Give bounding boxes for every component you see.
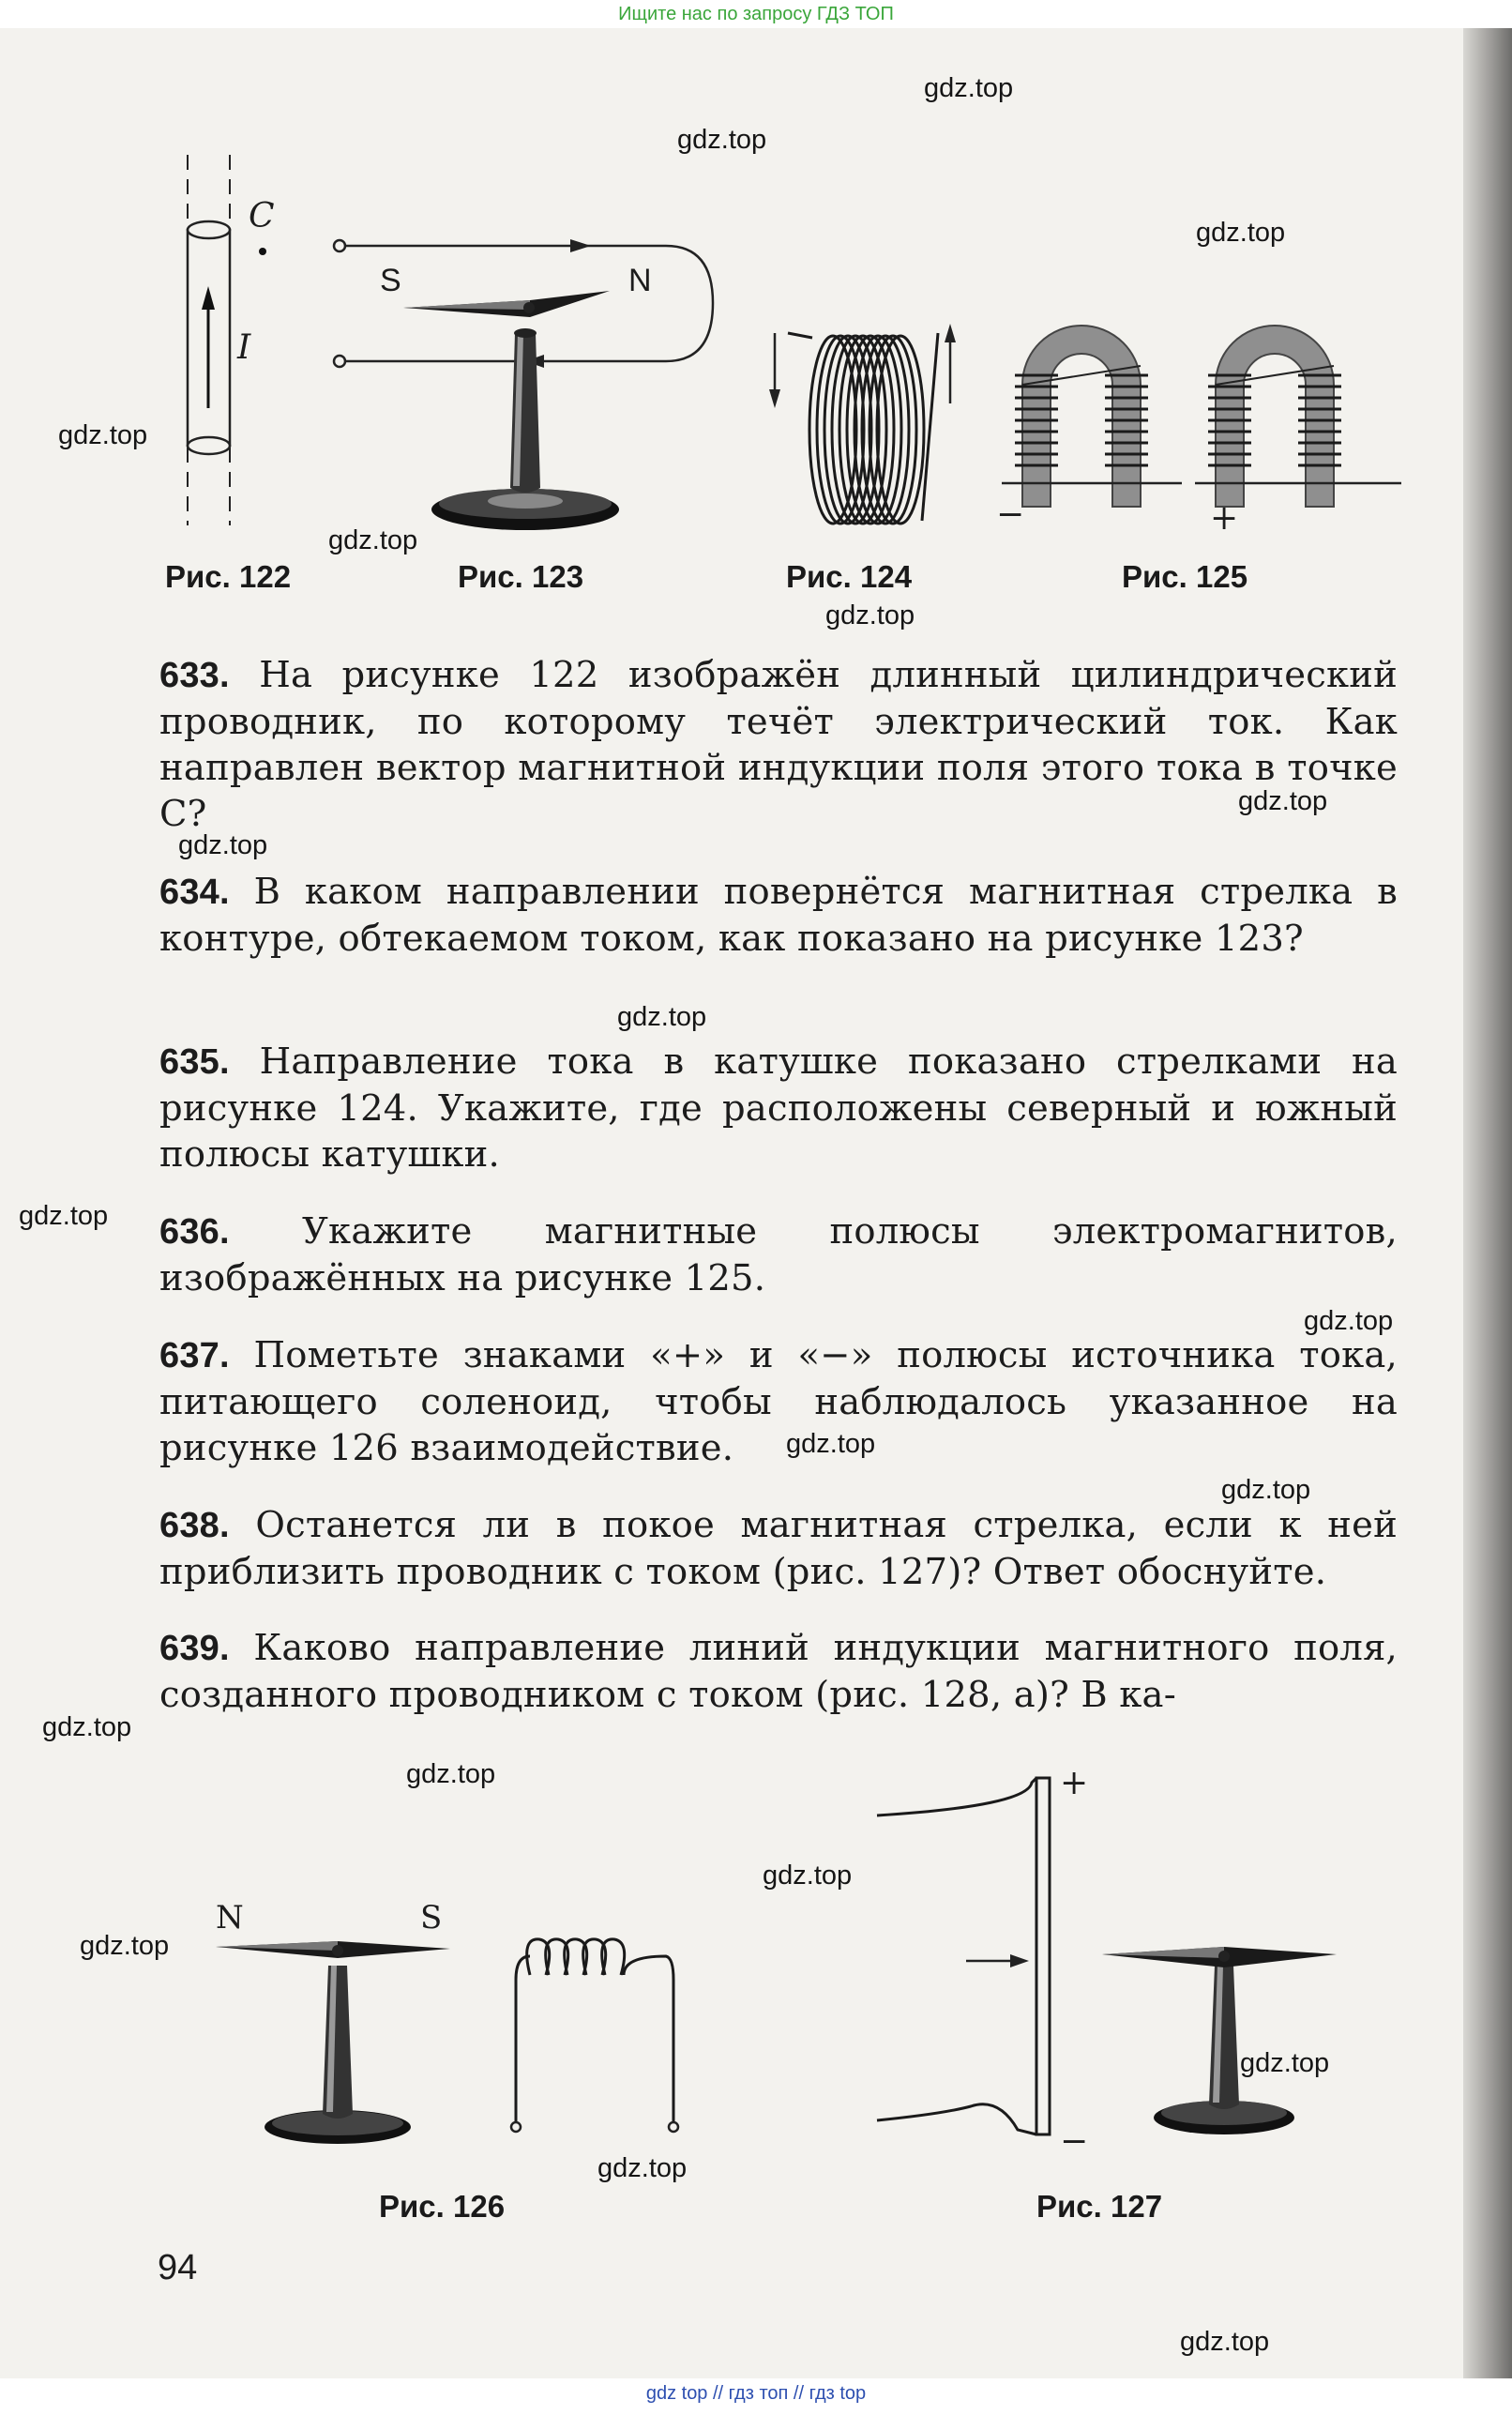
fig-124-caption: Рис. 124 (786, 559, 913, 594)
problem-634-text: В каком направлении повернётся магнитная стрелка в контуре, обтекаемом током, как показано на рисунке 123? (159, 871, 1398, 960)
figure-126 (206, 1909, 694, 2153)
page-number: 94 (158, 2248, 198, 2287)
watermark: gdz.top (1180, 2327, 1270, 2357)
problem-637-text: Пометьте знаками «+» и «−» полюсы источника тока, питающего соленоид, чтобы наблюдалось указанное на рисунке 126 взаимодействие. (159, 1334, 1398, 1469)
watermark: gdz.top (1238, 786, 1328, 816)
problem-633 (159, 652, 1398, 837)
page-edge-shadow (1463, 28, 1512, 2378)
watermark: gdz.top (406, 1759, 496, 1789)
watermark: gdz.top (80, 1931, 170, 1961)
watermark: gdz.top (328, 525, 418, 555)
fig-122-caption: Рис. 122 (165, 559, 292, 594)
fig-123-s-label: S (380, 263, 401, 298)
problem-639-number: 639. (159, 1629, 230, 1668)
bottom-banner[interactable]: gdz top // гдз топ // гдз top (645, 2383, 867, 2404)
figure-125 (994, 281, 1407, 525)
watermark: gdz.top (58, 420, 148, 450)
fig-127-caption: Рис. 127 (1036, 2189, 1163, 2224)
problem-636-text: Укажите магнитные полюсы электромагнитов, изображённых на рисунке 125. (159, 1210, 1398, 1299)
watermark: gdz.top (597, 2153, 688, 2183)
point-c-dot (259, 248, 266, 255)
watermark: gdz.top (42, 1712, 132, 1742)
fig-125-minus: − (996, 495, 1025, 534)
problem-639 (159, 1625, 1398, 1718)
point-c-label: C (249, 197, 275, 235)
watermark: gdz.top (1221, 1475, 1311, 1505)
problem-636-number: 636. (159, 1212, 230, 1252)
problem-635-number: 635. (159, 1042, 230, 1082)
watermark: gdz.top (825, 600, 915, 630)
fig-125-caption: Рис. 125 (1122, 559, 1248, 594)
watermark: gdz.top (178, 830, 268, 860)
current-label: I (237, 328, 251, 367)
problem-636 (159, 1208, 1398, 1301)
top-banner[interactable]: Ищите нас по запросу ГДЗ ТОП (618, 4, 894, 24)
watermark: gdz.top (924, 73, 1014, 103)
watermark: gdz.top (19, 1201, 109, 1231)
fig-126-caption: Рис. 126 (379, 2189, 506, 2224)
watermark: gdz.top (617, 1002, 707, 1032)
watermark: gdz.top (763, 1861, 853, 1891)
fig-126-s-label: S (420, 1899, 443, 1937)
problem-639-text: Каково направление линий индукции магнитного поля, созданного проводником с током (рис. 128, а)? В ка- (159, 1627, 1398, 1716)
problem-634 (159, 869, 1398, 962)
problem-635-text: Направление тока в катушке показано стрелками на рисунке 124. Укажите, где расположены северный и южный полюсы катушки. (159, 1040, 1398, 1176)
problem-638 (159, 1502, 1398, 1595)
problem-633-text: На рисунке 122 изображён длинный цилиндрический проводник, по которому течёт электрический ток. Как направлен вектор магнитной индукции поля этого тока в точке C? (159, 654, 1398, 835)
problem-638-number: 638. (159, 1506, 230, 1545)
problem-635 (159, 1039, 1398, 1177)
problem-634-number: 634. (159, 873, 230, 912)
problem-638-text: Останется ли в покое магнитная стрелка, если к ней приблизить проводник с током (рис. 127)? Ответ обоснуйте. (159, 1504, 1398, 1593)
fig-127-minus: − (1060, 2122, 1089, 2161)
problem-637 (159, 1332, 1398, 1471)
problem-633-number: 633. (159, 656, 230, 695)
problem-637-number: 637. (159, 1336, 230, 1375)
watermark: gdz.top (1240, 2048, 1330, 2078)
fig-125-plus: + (1210, 499, 1239, 538)
watermark: gdz.top (786, 1429, 876, 1459)
watermark: gdz.top (677, 125, 767, 155)
watermark: gdz.top (1196, 218, 1286, 248)
fig-123-n-label: N (628, 263, 652, 298)
figure-127 (868, 1769, 1355, 2153)
fig-127-plus: + (1060, 1764, 1089, 1802)
watermark: gdz.top (1304, 1306, 1394, 1336)
fig-126-n-label: N (216, 1899, 244, 1937)
fig-123-caption: Рис. 123 (458, 559, 584, 594)
figure-124 (767, 319, 974, 535)
